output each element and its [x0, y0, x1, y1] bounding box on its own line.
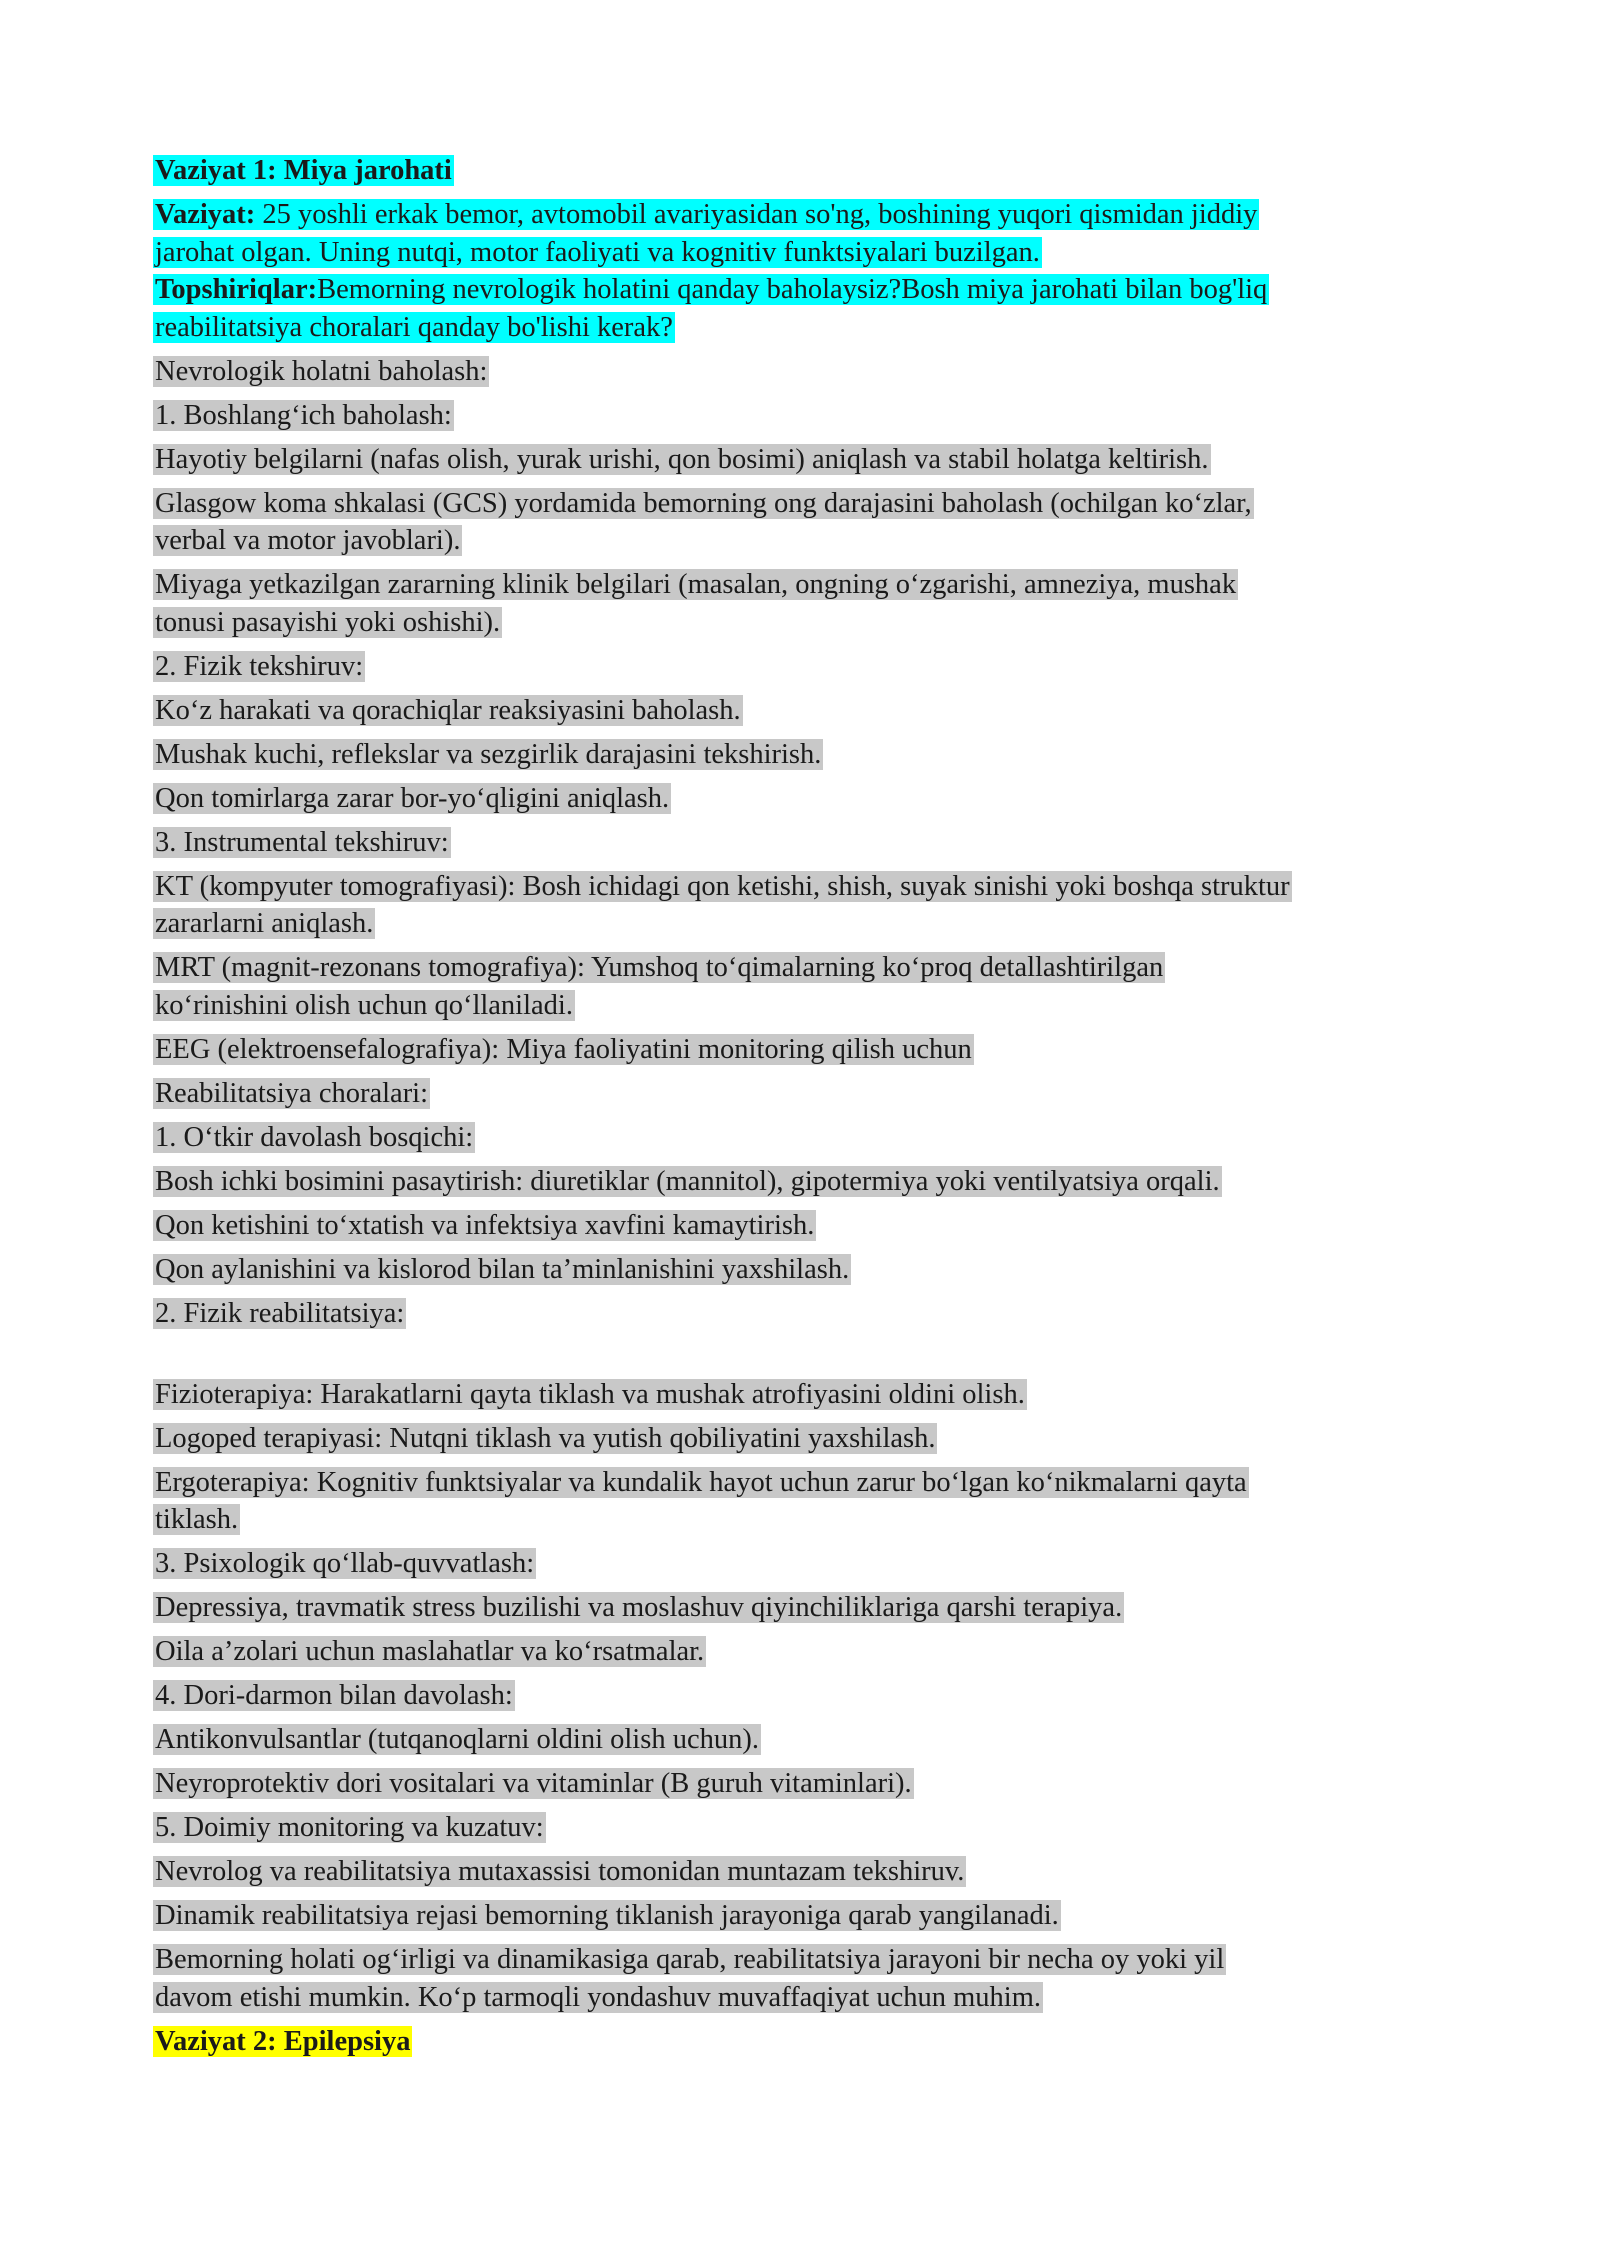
rehab4-paragraph-2: Neyroprotektiv dori vositalari va vitaminlar (B guruh vitaminlari). — [155, 1768, 912, 1799]
rehab5-paragraph-1: Nevrolog va reabilitatsiya mutaxassisi tomonidan muntazam tekshiruv. — [155, 1856, 965, 1887]
document-page — [153, 152, 1453, 2067]
section1-paragraph-1: Hayotiy belgilarni (nafas olish, yurak urishi, qon bosimi) aniqlash va stabil holatga keltirish. — [155, 443, 1209, 475]
case2-heading — [153, 2023, 1453, 2061]
rehab3-title: 3. Psixologik qo‘llab-quvvatlash: — [155, 1548, 535, 1579]
tasks-text-line2: reabilitatsiya choralari qanday bo'lishi kerak? — [155, 311, 673, 343]
rehab5-paragraph-3-line1: Bemorning holati og‘irligi va dinamikasiga qarab, reabilitatsiya jarayoni bir necha oy yoki yil — [155, 1944, 1225, 1975]
tasks-text-line1: Bemorning nevrologik holatini qanday baholaysiz?Bosh miya jarohati bilan bog'liq — [317, 274, 1268, 305]
situation-text-line2: jarohat olgan. Uning nutqi, motor faoliyati va kognitiv funktsiyalari buzilgan. — [155, 236, 1040, 268]
section2-title: 2. Fizik tekshiruv: — [155, 650, 364, 682]
case1-heading — [153, 152, 1453, 190]
section3-paragraph-1-line2: zararlarni aniqlash. — [155, 908, 374, 939]
rehab-title: Reabilitatsiya choralari: — [155, 1077, 429, 1109]
case1-heading-text: Vaziyat 1: Miya jarohati — [155, 155, 452, 186]
neuro-assessment-title: Nevrologik holatni baholash: — [155, 355, 488, 387]
rehab1-title: 1. O‘tkir davolash bosqichi: — [155, 1121, 474, 1153]
section3-paragraph-1-line1: KT (kompyuter tomografiyasi): Bosh ichidagi qon ketishi, shish, suyak sinishi yoki boshqa struktur — [155, 870, 1290, 902]
blank-line — [153, 1339, 1453, 1376]
section1-paragraph-3-line2: tonusi pasayishi yoki oshishi). — [155, 606, 501, 638]
rehab1-paragraph-1: Bosh ichki bosimini pasaytirish: diuretiklar (mannitol), gipotermiya yoki ventilyatsiya orqali. — [155, 1165, 1220, 1197]
section2-paragraph-3: Qon tomirlarga zarar bor-yo‘qligini aniqlash. — [155, 782, 670, 814]
section3-title: 3. Instrumental tekshiruv: — [155, 826, 449, 858]
section1-paragraph-2-line2: verbal va motor javoblari). — [155, 525, 461, 556]
tasks-label: Topshiriqlar: — [155, 274, 318, 305]
rehab5-paragraph-2: Dinamik reabilitatsiya rejasi bemorning tiklanish jarayoniga qarab yangilanadi. — [155, 1900, 1059, 1931]
rehab4-title: 4. Dori-darmon bilan davolash: — [155, 1680, 513, 1711]
section1-title: 1. Boshlang‘ich baholash: — [155, 399, 452, 431]
section2-paragraph-2: Mushak kuchi, reflekslar va sezgirlik darajasini tekshirish. — [155, 738, 822, 770]
situation-paragraph — [153, 196, 1453, 346]
rehab1-paragraph-2: Qon ketishini to‘xtatish va infektsiya xavfini kamaytirish. — [155, 1209, 815, 1241]
case2-heading-text: Vaziyat 2: Epilepsiya — [155, 2025, 411, 2057]
section3-paragraph-3: EEG (elektroensefalografiya): Miya faoliyatini monitoring qilish uchun — [155, 1033, 972, 1065]
section3-paragraph-2-line2: ko‘rinishini olish uchun qo‘llaniladi. — [155, 989, 573, 1021]
situation-label: Vaziyat: — [155, 199, 256, 230]
section2-paragraph-1: Ko‘z harakati va qorachiqlar reaksiyasini baholash. — [155, 694, 741, 726]
rehab3-paragraph-2: Oila a’zolari uchun maslahatlar va ko‘rsatmalar. — [155, 1636, 705, 1667]
rehab3-paragraph-1: Depressiya, travmatik stress buzilishi va moslashuv qiyinchiliklariga qarshi terapiya. — [155, 1592, 1123, 1623]
rehab1-paragraph-3: Qon aylanishini va kislorod bilan ta’minlanishini yaxshilash. — [155, 1253, 850, 1285]
rehab2-paragraph-3-line2: tiklash. — [155, 1504, 239, 1535]
rehab5-title: 5. Doimiy monitoring va kuzatuv: — [155, 1812, 544, 1843]
rehab2-paragraph-1: Fizioterapiya: Harakatlarni qayta tiklash va mushak atrofiyasini oldini olish. — [155, 1378, 1025, 1410]
section3-paragraph-2-line1: MRT (magnit-rezonans tomografiya): Yumshoq to‘qimalarning ko‘proq detallashtirilgan — [155, 952, 1164, 983]
section1-paragraph-3-line1: Miyaga yetkazilgan zararning klinik belgilari (masalan, ongning o‘zgarishi, amneziya, mushak — [155, 569, 1237, 600]
rehab2-paragraph-2: Logoped terapiyasi: Nutqni tiklash va yutish qobiliyatini yaxshilash. — [155, 1422, 936, 1454]
rehab2-title: 2. Fizik reabilitatsiya: — [155, 1297, 405, 1329]
section1-paragraph-2-line1: Glasgow koma shkalasi (GCS) yordamida bemorning ong darajasini baholash (ochilgan ko‘zlar, — [155, 487, 1252, 519]
situation-text-line1: 25 yoshli erkak bemor, avtomobil avariyasidan so'ng, boshining yuqori qismidan jiddiy — [255, 199, 1258, 230]
rehab4-paragraph-1: Antikonvulsantlar (tutqanoqlarni oldini olish uchun). — [155, 1724, 759, 1755]
rehab2-paragraph-3-line1: Ergoterapiya: Kognitiv funktsiyalar va kundalik hayot uchun zarur bo‘lgan ko‘nikmalarni qayta — [155, 1466, 1247, 1498]
rehab5-paragraph-3-line2: davom etishi mumkin. Ko‘p tarmoqli yondashuv muvaffaqiyat uchun muhim. — [155, 1981, 1042, 2013]
